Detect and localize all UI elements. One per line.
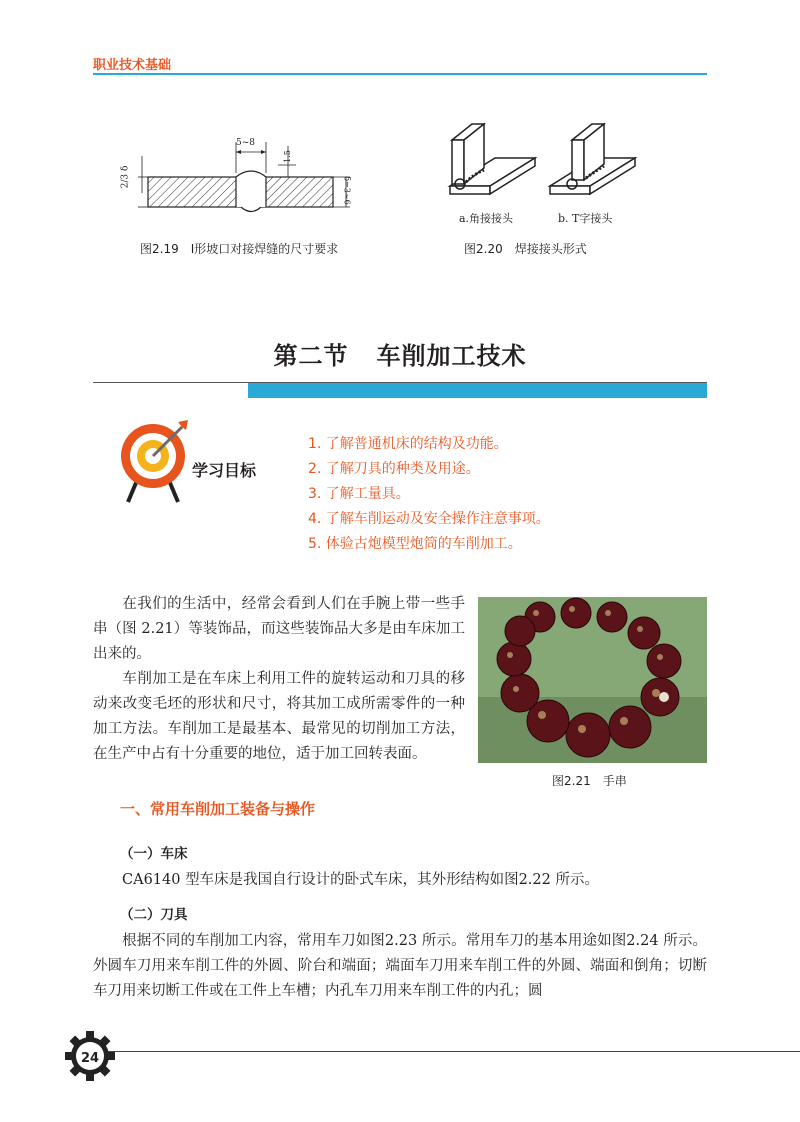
learning-goal-item: 3. 了解工量具。 — [308, 486, 410, 502]
section-title — [0, 336, 800, 371]
paragraph-intro — [93, 592, 465, 667]
paragraph-tools — [93, 929, 707, 1004]
section-title-text: 车削加工技术 — [376, 342, 527, 370]
heading-turning-equipment: 一、常用车削加工装备与操作 — [120, 800, 316, 818]
heading-lathe: （一）车床 — [120, 846, 188, 862]
page-number: 24 — [80, 1051, 100, 1066]
paragraph-turning-definition-text: 车削加工是在车床上利用工件的旋转运动和刀具的移动来改变毛坯的形状和尺寸，将其加工成所需零件的一种加工方法。车削加工是最基本、最常见的切削加工方法，在生产中占有十分重要的地位，适于加工回转表面。 — [93, 671, 465, 762]
running-header-title: 职业技术基础 — [93, 58, 172, 73]
learning-goals-list — [308, 432, 550, 557]
dim-right-top-label: 1.5 — [282, 150, 292, 163]
figure-2-20-caption: 图2.20 焊接接头形式 — [464, 242, 587, 256]
figure-2-20-label-b: b. T字接头 — [558, 212, 613, 225]
section-title-number: 第二节 — [273, 342, 349, 370]
paragraph-lathe — [122, 868, 707, 893]
paragraph-intro-text: 在我们的生活中，经常会看到人们在手腕上带一些手串（图 2.21）等装饰品，而这些装饰品大多是由车床加工出来的。 — [93, 596, 465, 662]
learning-goals-label: 学习目标 — [192, 461, 257, 480]
dim-left-label: 2/3 δ — [120, 165, 131, 189]
figure-2-21-caption: 图2.21 手串 — [552, 774, 627, 788]
corner-joint-drawing — [450, 124, 535, 194]
t-joint-drawing — [550, 124, 635, 194]
target-icon — [118, 418, 188, 508]
figure-2-21-bracelet-photo — [478, 597, 707, 763]
learning-goal-item: 5. 体验古炮模型炮筒的车削加工。 — [308, 536, 522, 552]
learning-goal-item: 1. 了解普通机床的结构及功能。 — [308, 436, 508, 452]
figure-2-20-joint-types — [440, 116, 645, 206]
dim-right-label: δ=3~6 — [342, 176, 352, 205]
footer-rule — [93, 1051, 800, 1052]
learning-goal-item: 4. 了解车削运动及安全操作注意事项。 — [308, 511, 550, 527]
paragraph-tools-text: 根据不同的车削加工内容，常用车刀如图2.23 所示。常用车刀的基本用途如图2.24 所示。外圆车刀用来车削工件的外圆、阶台和端面；端面车刀用来车削工件的外圆、端面和倒角；切断车刀用来切断工件或在工件上车槽；内孔车刀用来车削工件的内孔；圆 — [93, 933, 707, 999]
heading-tools: （二）刀具 — [120, 907, 188, 923]
header-rule — [93, 73, 707, 75]
figure-2-20-label-a: a.角接接头 — [459, 212, 514, 225]
paragraph-turning-definition — [93, 667, 465, 767]
figure-2-19-caption: 图2.19 Ⅰ形坡口对接焊缝的尺寸要求 — [140, 242, 339, 256]
figure-2-19-weld-diagram — [118, 128, 363, 228]
paragraph-lathe-text: CA6140 型车床是我国自行设计的卧式车床，其外形结构如图2.22 所示。 — [122, 872, 599, 888]
section-title-accent-bar — [248, 383, 707, 398]
learning-goal-item: 2. 了解刀具的种类及用途。 — [308, 461, 480, 477]
dim-top-label: 5~8 — [236, 138, 255, 148]
